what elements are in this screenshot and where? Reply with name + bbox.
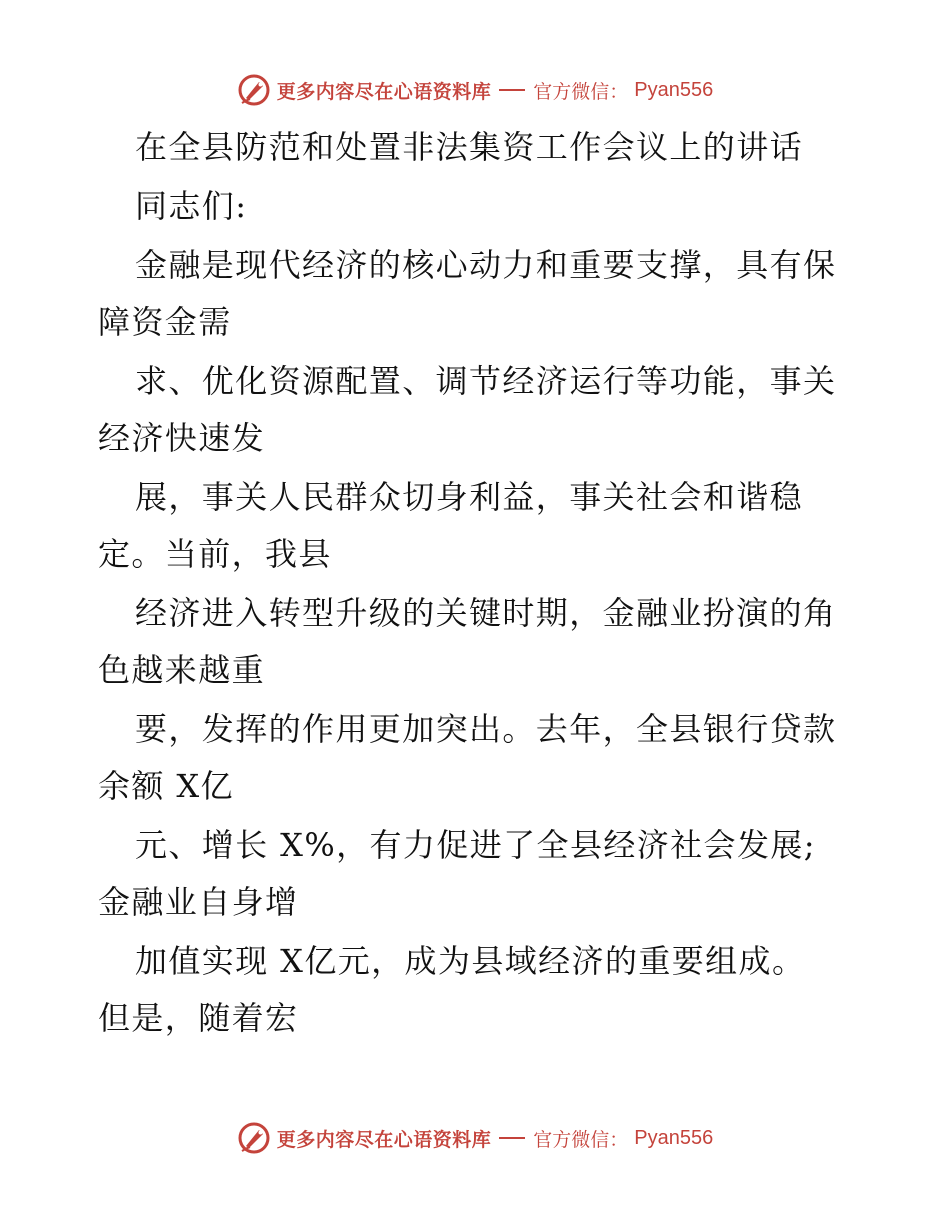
text-line: 经济快速发 <box>98 419 266 457</box>
text-line: 余额 X亿 <box>98 767 234 805</box>
document-title: 在全县防范和处置非法集资工作会议上的讲话 <box>135 128 804 166</box>
text-line: 元、增长 X%，有力促进了全县经济社会发展; <box>135 826 816 864</box>
banner-title: 更多内容尽在心语资料库 <box>276 80 492 103</box>
text-line: 金融业自身增 <box>98 883 299 921</box>
text-line: 障资金需 <box>98 303 232 341</box>
text-line: 要，发挥的作用更加突出。去年，全县银行贷款 <box>135 710 837 748</box>
text-line: 但是，随着宏 <box>98 999 299 1037</box>
banner-title: 更多内容尽在心语资料库 <box>276 1128 492 1151</box>
text-line: 求、优化资源配置、调节经济运行等功能，事关 <box>135 362 837 400</box>
banner-wechat-label: 官方微信： <box>533 80 629 103</box>
pen-nib-logo-icon <box>237 73 271 107</box>
salutation: 同志们: <box>135 187 248 225</box>
text-line: 金融是现代经济的核心动力和重要支撑，具有保 <box>135 246 837 284</box>
text-line: 加值实现 X亿元，成为县域经济的重要组成。 <box>135 942 806 980</box>
text-line: 色越来越重 <box>98 651 266 689</box>
banner-wechat-id: Pyan556 <box>634 1126 714 1149</box>
banner-divider <box>499 1137 525 1139</box>
text-line: 定。当前，我县 <box>98 535 332 573</box>
header-banner <box>0 70 950 110</box>
footer-banner <box>0 1118 950 1158</box>
pen-nib-logo-icon <box>237 1121 271 1155</box>
text-line: 展，事关人民群众切身利益，事关社会和谐稳 <box>135 478 804 516</box>
banner-wechat-id: Pyan556 <box>634 78 714 101</box>
banner-divider <box>499 89 525 91</box>
text-line: 经济进入转型升级的关键时期，金融业扮演的角 <box>135 594 837 632</box>
banner-wechat-label: 官方微信： <box>533 1128 629 1151</box>
